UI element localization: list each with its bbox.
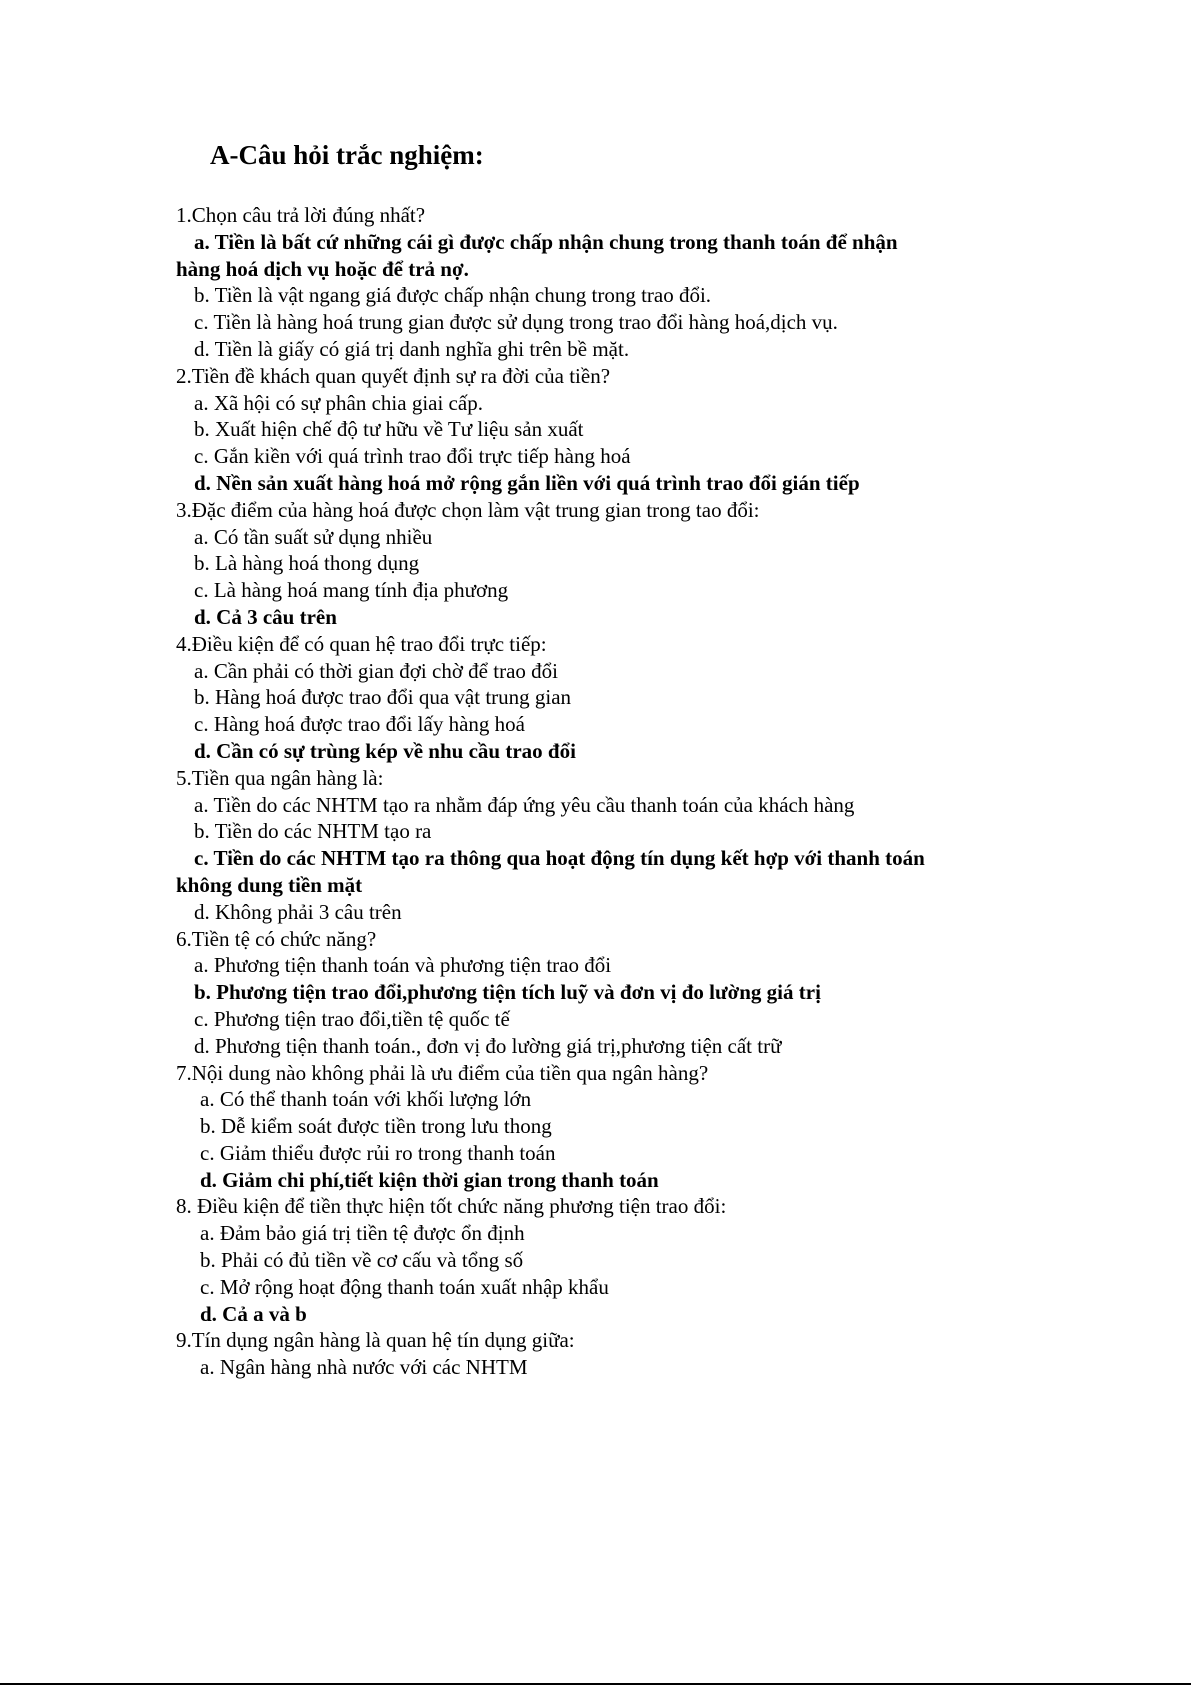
option-1a-continued: hàng hoá dịch vụ hoặc để trả nợ. [176, 256, 469, 281]
option-1d: d. Tiền là giấy có giá trị danh nghĩa ghi trên bề mặt. [194, 336, 630, 361]
question-5: 5.Tiền qua ngân hàng là: [176, 765, 384, 790]
option-2b: b. Xuất hiện chế độ tư hữu về Tư liệu sản xuất [194, 417, 584, 442]
option-3d: d. Cả 3 câu trên [194, 604, 337, 629]
option-5c-continued: không dung tiền mặt [176, 872, 363, 897]
option-8d: d. Cả a và b [200, 1301, 307, 1326]
option-6d: d. Phương tiện thanh toán., đơn vị đo lường giá trị,phương tiện cất trữ [194, 1033, 782, 1058]
option-7d: d. Giảm chi phí,tiết kiện thời gian trong thanh toán [200, 1167, 659, 1192]
question-9: 9.Tín dụng ngân hàng là quan hệ tín dụng giữa: [176, 1328, 575, 1353]
question-1: 1.Chọn câu trả lời đúng nhất? [176, 203, 426, 227]
option-4d: d. Cần có sự trùng kép về nhu cầu trao đổi [194, 738, 576, 763]
question-7: 7.Nội dung nào không phải là ưu điểm của tiền qua ngân hàng? [176, 1060, 709, 1085]
option-2c: c. Gắn kiền với quá trình trao đổi trực tiếp hàng hoá [194, 444, 631, 469]
option-3c: c. Là hàng hoá mang tính địa phương [194, 578, 509, 603]
option-3b: b. Là hàng hoá thong dụng [194, 551, 420, 576]
option-9a: a. Ngân hàng nhà nước với các NHTM [200, 1355, 528, 1380]
option-5b: b. Tiền do các NHTM tạo ra [194, 819, 432, 844]
option-4c: c. Hàng hoá được trao đổi lấy hàng hoá [194, 712, 525, 737]
option-8c: c. Mở rộng hoạt động thanh toán xuất nhập khẩu [200, 1274, 609, 1299]
option-2a: a. Xã hội có sự phân chia giai cấp. [194, 390, 483, 415]
option-1c: c. Tiền là hàng hoá trung gian được sử dụng trong trao đổi hàng hoá,dịch vụ. [194, 310, 838, 335]
question-4: 4.Điều kiện để có quan hệ trao đổi trực tiếp: [176, 631, 547, 656]
question-2: 2.Tiền đề khách quan quyết định sự ra đời của tiền? [176, 363, 611, 388]
option-6b: b. Phương tiện trao đổi,phương tiện tích luỹ và đơn vị đo lường giá trị [194, 980, 821, 1005]
question-3: 3.Đặc điểm của hàng hoá được chọn làm vật trung gian trong tao đổi: [176, 497, 760, 522]
option-8a: a. Đảm bảo giá trị tiền tệ được ổn định [200, 1221, 525, 1246]
option-5d: d. Không phải 3 câu trên [194, 899, 402, 924]
option-2d: d. Nền sản xuất hàng hoá mở rộng gắn liền với quá trình trao đổi gián tiếp [194, 470, 860, 495]
option-7b: b. Dễ kiểm soát được tiền trong lưu thong [200, 1114, 552, 1139]
question-list [176, 202, 1056, 1381]
question-6: 6.Tiền tệ có chức năng? [176, 926, 377, 951]
option-1b: b. Tiền là vật ngang giá được chấp nhận chung trong trao đổi. [194, 283, 712, 308]
option-3a: a. Có tần suất sử dụng nhiều [194, 524, 433, 549]
option-6c: c. Phương tiện trao đổi,tiền tệ quốc tế [194, 1006, 510, 1031]
question-8: 8. Điều kiện để tiền thực hiện tốt chức năng phương tiện trao đổi: [176, 1194, 727, 1219]
option-7a: a. Có thể thanh toán với khối lượng lớn [200, 1087, 532, 1112]
option-4b: b. Hàng hoá được trao đổi qua vật trung gian [194, 685, 572, 710]
option-1a: a. Tiền là bất cứ những cái gì được chấp nhận chung trong thanh toán để nhận [194, 229, 898, 254]
option-6a: a. Phương tiện thanh toán và phương tiện trao đổi [194, 953, 612, 978]
option-5a: a. Tiền do các NHTM tạo ra nhằm đáp ứng yêu cầu thanh toán của khách hàng [194, 792, 855, 817]
option-7c: c. Giảm thiểu được rủi ro trong thanh toán [200, 1140, 556, 1165]
option-4a: a. Cần phải có thời gian đợi chờ để trao đổi [194, 658, 558, 683]
section-heading: A-Câu hỏi trắc nghiệm: [210, 140, 484, 170]
option-8b: b. Phải có đủ tiền về cơ cấu và tổng số [200, 1248, 524, 1273]
option-5c: c. Tiền do các NHTM tạo ra thông qua hoạt động tín dụng kết hợp với thanh toán [194, 846, 925, 871]
